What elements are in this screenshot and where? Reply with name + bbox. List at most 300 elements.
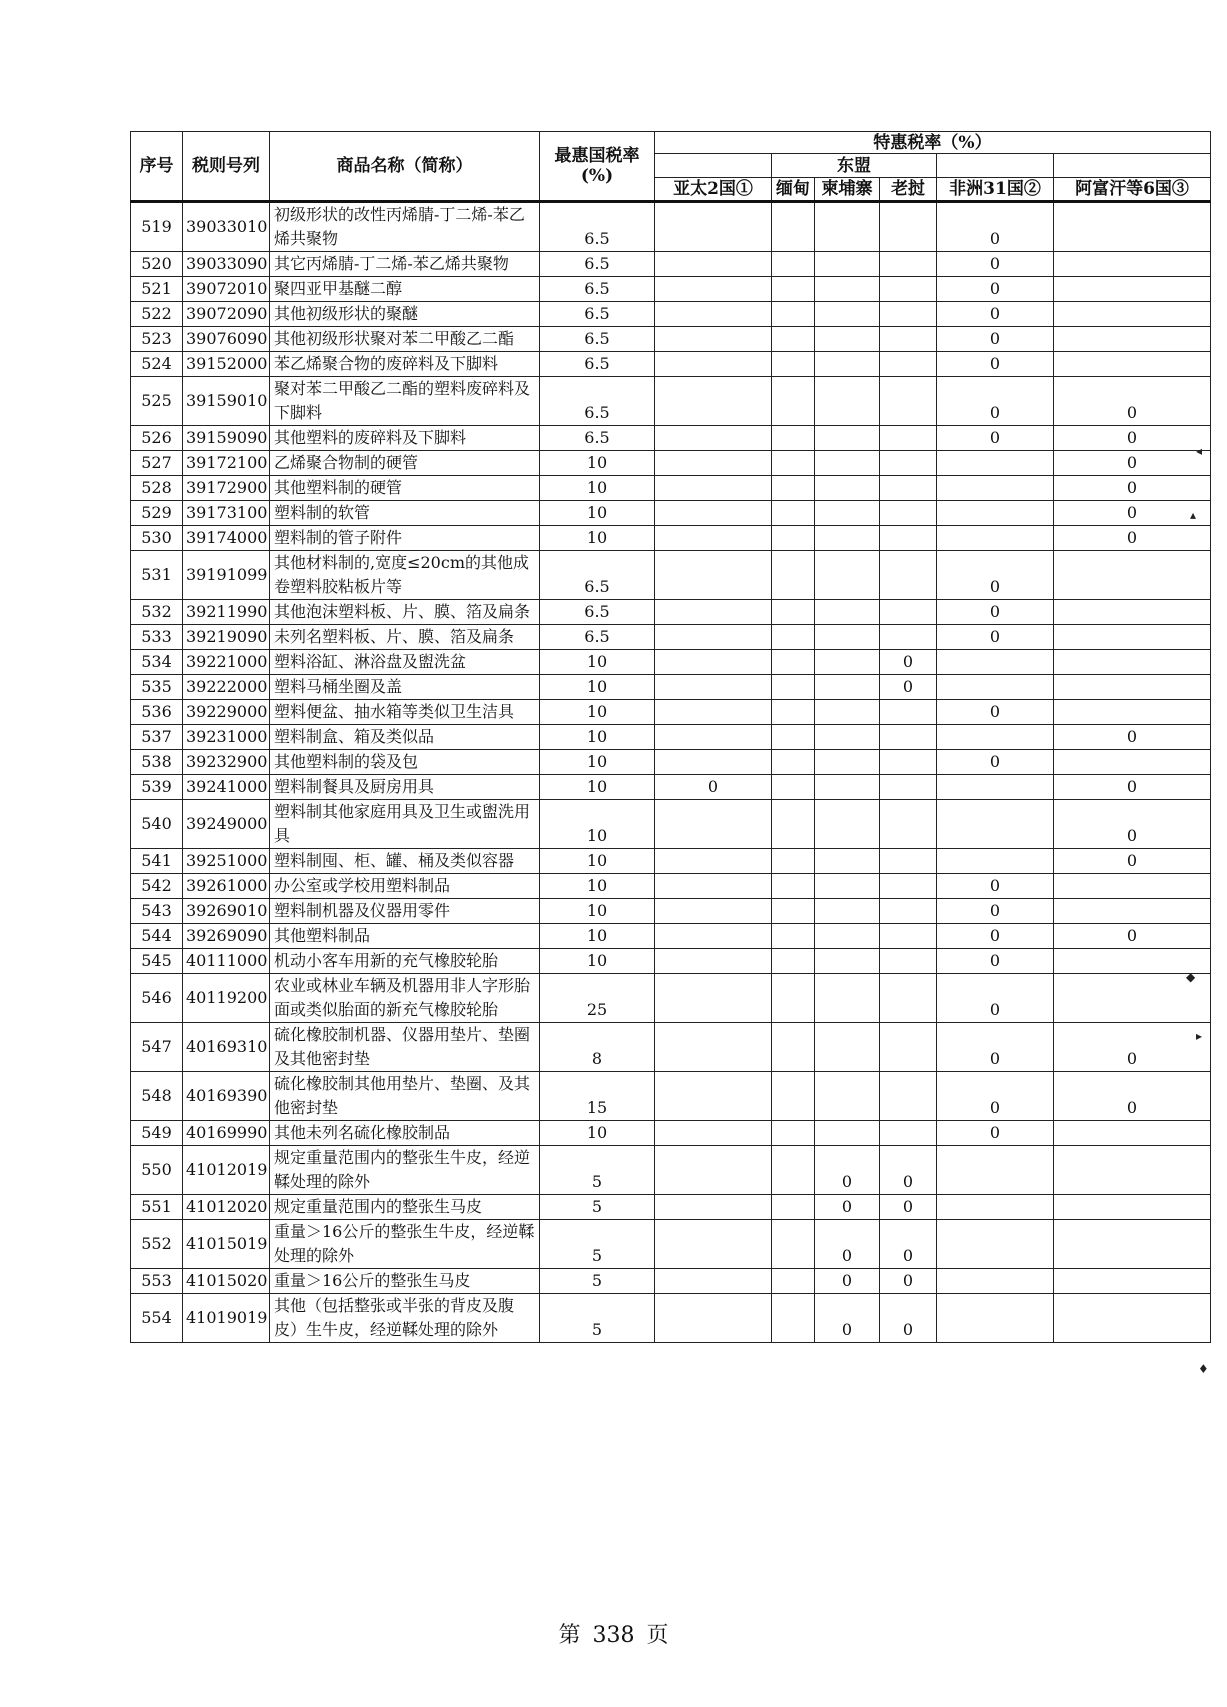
rate-afghanistan: 0 bbox=[1054, 476, 1211, 501]
rate-apta bbox=[655, 501, 772, 526]
rate-afghanistan: 0 bbox=[1054, 725, 1211, 750]
product-name: 其它丙烯腈-丁二烯-苯乙烯共聚物 bbox=[270, 252, 540, 277]
rate-africa: 0 bbox=[937, 874, 1054, 899]
table-row bbox=[131, 1146, 1211, 1195]
rate-afghanistan: 0 bbox=[1054, 924, 1211, 949]
rate-myanmar bbox=[772, 800, 815, 849]
rate-laos bbox=[880, 1121, 937, 1146]
row-number: 541 bbox=[131, 849, 183, 874]
row-number: 542 bbox=[131, 874, 183, 899]
tariff-code: 39173100 bbox=[183, 501, 270, 526]
table-row bbox=[131, 725, 1211, 750]
header-name: 商品名称（简称） bbox=[270, 132, 540, 202]
rate-africa bbox=[937, 1195, 1054, 1220]
row-number: 554 bbox=[131, 1294, 183, 1343]
rate-africa bbox=[937, 1146, 1054, 1195]
rate-africa bbox=[937, 451, 1054, 476]
rate-myanmar bbox=[772, 1146, 815, 1195]
row-number: 534 bbox=[131, 650, 183, 675]
rate-cambodia bbox=[815, 899, 880, 924]
rate-apta bbox=[655, 750, 772, 775]
tariff-code: 39033090 bbox=[183, 252, 270, 277]
rate-afghanistan: 0 bbox=[1054, 426, 1211, 451]
rate-africa bbox=[937, 650, 1054, 675]
rate-afghanistan bbox=[1054, 352, 1211, 377]
rate-myanmar bbox=[772, 874, 815, 899]
rate-africa bbox=[937, 725, 1054, 750]
rate-africa: 0 bbox=[937, 924, 1054, 949]
rate-afghanistan bbox=[1054, 202, 1211, 252]
rate-laos bbox=[880, 725, 937, 750]
table-row bbox=[131, 750, 1211, 775]
product-name: 其他（包括整张或半张的背皮及腹皮）生牛皮，经逆鞣处理的除外 bbox=[270, 1294, 540, 1343]
row-number: 553 bbox=[131, 1269, 183, 1294]
tariff-code: 40119200 bbox=[183, 974, 270, 1023]
mfn-rate: 10 bbox=[540, 949, 655, 974]
rate-apta bbox=[655, 1072, 772, 1121]
rate-myanmar bbox=[772, 1195, 815, 1220]
mfn-rate: 6.5 bbox=[540, 277, 655, 302]
page-footer bbox=[0, 1618, 1227, 1649]
rate-laos: 0 bbox=[880, 1195, 937, 1220]
rate-afghanistan: 0 bbox=[1054, 377, 1211, 426]
product-name: 聚对苯二甲酸乙二酯的塑料废碎料及下脚料 bbox=[270, 377, 540, 426]
rate-afghanistan: 0 bbox=[1054, 1072, 1211, 1121]
table-row bbox=[131, 974, 1211, 1023]
rate-cambodia bbox=[815, 252, 880, 277]
mfn-rate: 10 bbox=[540, 899, 655, 924]
product-name: 其他塑料制品 bbox=[270, 924, 540, 949]
table-row bbox=[131, 352, 1211, 377]
rate-africa: 0 bbox=[937, 551, 1054, 600]
header-seq: 序号 bbox=[131, 132, 183, 202]
rate-cambodia bbox=[815, 327, 880, 352]
row-number: 540 bbox=[131, 800, 183, 849]
rate-myanmar bbox=[772, 1269, 815, 1294]
product-name: 塑料制的软管 bbox=[270, 501, 540, 526]
rate-laos bbox=[880, 377, 937, 426]
mfn-rate: 6.5 bbox=[540, 352, 655, 377]
rate-africa: 0 bbox=[937, 974, 1054, 1023]
mfn-rate: 6.5 bbox=[540, 426, 655, 451]
rate-apta bbox=[655, 874, 772, 899]
mfn-rate: 10 bbox=[540, 800, 655, 849]
rate-africa: 0 bbox=[937, 750, 1054, 775]
rate-cambodia bbox=[815, 949, 880, 974]
rate-cambodia bbox=[815, 551, 880, 600]
product-name: 初级形状的改性丙烯腈-丁二烯-苯乙烯共聚物 bbox=[270, 202, 540, 252]
mfn-rate: 10 bbox=[540, 924, 655, 949]
rate-laos bbox=[880, 327, 937, 352]
rate-africa: 0 bbox=[937, 949, 1054, 974]
rate-africa: 0 bbox=[937, 277, 1054, 302]
tariff-code: 39222000 bbox=[183, 675, 270, 700]
rate-apta bbox=[655, 1146, 772, 1195]
product-name: 塑料制囤、柜、罐、桶及类似容器 bbox=[270, 849, 540, 874]
tariff-table-wrapper bbox=[130, 131, 1210, 1343]
rate-africa: 0 bbox=[937, 202, 1054, 252]
rate-africa bbox=[937, 675, 1054, 700]
row-number: 519 bbox=[131, 202, 183, 252]
rate-cambodia bbox=[815, 501, 880, 526]
tariff-code: 40169310 bbox=[183, 1023, 270, 1072]
tariff-code: 39076090 bbox=[183, 327, 270, 352]
rate-laos: 0 bbox=[880, 1146, 937, 1195]
table-row bbox=[131, 1294, 1211, 1343]
product-name: 硫化橡胶制其他用垫片、垫圈、及其他密封垫 bbox=[270, 1072, 540, 1121]
row-number: 531 bbox=[131, 551, 183, 600]
tariff-code: 39152000 bbox=[183, 352, 270, 377]
mfn-rate: 5 bbox=[540, 1220, 655, 1269]
rate-apta bbox=[655, 1121, 772, 1146]
scan-speck: ▸ bbox=[1196, 1029, 1203, 1043]
tariff-code: 39033010 bbox=[183, 202, 270, 252]
table-row bbox=[131, 1195, 1211, 1220]
rate-apta bbox=[655, 352, 772, 377]
rate-apta bbox=[655, 849, 772, 874]
row-number: 547 bbox=[131, 1023, 183, 1072]
rate-cambodia bbox=[815, 725, 880, 750]
tariff-code: 39072090 bbox=[183, 302, 270, 327]
rate-laos bbox=[880, 526, 937, 551]
mfn-rate: 8 bbox=[540, 1023, 655, 1072]
rate-apta bbox=[655, 526, 772, 551]
rate-africa: 0 bbox=[937, 377, 1054, 426]
mfn-rate: 6.5 bbox=[540, 327, 655, 352]
rate-africa bbox=[937, 1269, 1054, 1294]
tariff-code: 39251000 bbox=[183, 849, 270, 874]
rate-africa bbox=[937, 501, 1054, 526]
rate-cambodia bbox=[815, 377, 880, 426]
rate-afghanistan bbox=[1054, 551, 1211, 600]
table-row bbox=[131, 625, 1211, 650]
tariff-code: 39231000 bbox=[183, 725, 270, 750]
rate-myanmar bbox=[772, 700, 815, 725]
table-row bbox=[131, 700, 1211, 725]
rate-afghanistan bbox=[1054, 600, 1211, 625]
tariff-code: 39219090 bbox=[183, 625, 270, 650]
mfn-rate: 10 bbox=[540, 650, 655, 675]
rate-cambodia bbox=[815, 277, 880, 302]
row-number: 550 bbox=[131, 1146, 183, 1195]
product-name: 办公室或学校用塑料制品 bbox=[270, 874, 540, 899]
rate-apta bbox=[655, 451, 772, 476]
rate-africa: 0 bbox=[937, 252, 1054, 277]
mfn-rate: 25 bbox=[540, 974, 655, 1023]
rate-laos bbox=[880, 476, 937, 501]
tariff-code: 41012020 bbox=[183, 1195, 270, 1220]
rate-myanmar bbox=[772, 551, 815, 600]
rate-apta bbox=[655, 1195, 772, 1220]
rate-apta bbox=[655, 476, 772, 501]
table-row bbox=[131, 1121, 1211, 1146]
rate-apta bbox=[655, 700, 772, 725]
rate-cambodia bbox=[815, 625, 880, 650]
tariff-code: 39191099 bbox=[183, 551, 270, 600]
rate-cambodia bbox=[815, 302, 880, 327]
tariff-code: 39174000 bbox=[183, 526, 270, 551]
rate-myanmar bbox=[772, 625, 815, 650]
row-number: 533 bbox=[131, 625, 183, 650]
table-row bbox=[131, 1220, 1211, 1269]
product-name: 塑料便盆、抽水箱等类似卫生洁具 bbox=[270, 700, 540, 725]
tariff-code: 39072010 bbox=[183, 277, 270, 302]
header-preferential: 特惠税率（%） bbox=[655, 132, 1211, 154]
product-name: 硫化橡胶制机器、仪器用垫片、垫圈及其他密封垫 bbox=[270, 1023, 540, 1072]
row-number: 551 bbox=[131, 1195, 183, 1220]
rate-cambodia bbox=[815, 800, 880, 849]
mfn-rate: 10 bbox=[540, 750, 655, 775]
row-number: 543 bbox=[131, 899, 183, 924]
rate-myanmar bbox=[772, 924, 815, 949]
rate-cambodia bbox=[815, 650, 880, 675]
mfn-rate: 10 bbox=[540, 1121, 655, 1146]
product-name: 重量＞16公斤的整张生牛皮，经逆鞣处理的除外 bbox=[270, 1220, 540, 1269]
footer-suffix: 页 bbox=[646, 1623, 669, 1648]
product-name: 其他泡沫塑料板、片、膜、箔及扁条 bbox=[270, 600, 540, 625]
table-row bbox=[131, 277, 1211, 302]
header-blank-3 bbox=[1054, 154, 1211, 178]
rate-laos: 0 bbox=[880, 650, 937, 675]
rate-africa bbox=[937, 849, 1054, 874]
rate-cambodia bbox=[815, 675, 880, 700]
mfn-rate: 5 bbox=[540, 1269, 655, 1294]
mfn-rate: 10 bbox=[540, 501, 655, 526]
product-name: 乙烯聚合物制的硬管 bbox=[270, 451, 540, 476]
rate-afghanistan bbox=[1054, 700, 1211, 725]
rate-myanmar bbox=[772, 377, 815, 426]
rate-laos bbox=[880, 252, 937, 277]
mfn-rate: 5 bbox=[540, 1195, 655, 1220]
rate-cambodia bbox=[815, 775, 880, 800]
rate-africa bbox=[937, 1220, 1054, 1269]
rate-cambodia: 0 bbox=[815, 1220, 880, 1269]
product-name: 其他未列名硫化橡胶制品 bbox=[270, 1121, 540, 1146]
table-row bbox=[131, 476, 1211, 501]
tariff-code: 41015019 bbox=[183, 1220, 270, 1269]
rate-cambodia: 0 bbox=[815, 1146, 880, 1195]
scan-speck: ◆ bbox=[1186, 970, 1196, 984]
table-body bbox=[131, 202, 1211, 1343]
rate-cambodia bbox=[815, 451, 880, 476]
product-name: 规定重量范围内的整张生牛皮，经逆鞣处理的除外 bbox=[270, 1146, 540, 1195]
rate-laos bbox=[880, 426, 937, 451]
scan-speck: ♦ bbox=[1198, 1362, 1209, 1376]
table-row bbox=[131, 377, 1211, 426]
rate-laos: 0 bbox=[880, 1220, 937, 1269]
rate-laos bbox=[880, 277, 937, 302]
rate-apta bbox=[655, 1294, 772, 1343]
table-row bbox=[131, 650, 1211, 675]
rate-cambodia bbox=[815, 600, 880, 625]
rate-cambodia bbox=[815, 202, 880, 252]
rate-afghanistan: 0 bbox=[1054, 800, 1211, 849]
row-number: 524 bbox=[131, 352, 183, 377]
header-cambodia: 柬埔寨 bbox=[815, 178, 880, 202]
rate-laos bbox=[880, 899, 937, 924]
page-number: 338 bbox=[592, 1623, 635, 1648]
table-row bbox=[131, 526, 1211, 551]
row-number: 532 bbox=[131, 600, 183, 625]
rate-africa bbox=[937, 800, 1054, 849]
mfn-rate: 15 bbox=[540, 1072, 655, 1121]
rate-cambodia bbox=[815, 974, 880, 1023]
rate-laos bbox=[880, 202, 937, 252]
table-header bbox=[131, 132, 1211, 202]
row-number: 539 bbox=[131, 775, 183, 800]
rate-cambodia bbox=[815, 874, 880, 899]
rate-africa: 0 bbox=[937, 700, 1054, 725]
rate-laos bbox=[880, 924, 937, 949]
mfn-rate: 6.5 bbox=[540, 252, 655, 277]
rate-afghanistan: 0 bbox=[1054, 501, 1211, 526]
rate-myanmar bbox=[772, 476, 815, 501]
rate-laos bbox=[880, 775, 937, 800]
rate-afghanistan bbox=[1054, 1294, 1211, 1343]
rate-afghanistan: 0 bbox=[1054, 526, 1211, 551]
rate-apta bbox=[655, 899, 772, 924]
rate-africa: 0 bbox=[937, 426, 1054, 451]
rate-myanmar bbox=[772, 899, 815, 924]
table-row bbox=[131, 800, 1211, 849]
rate-africa bbox=[937, 775, 1054, 800]
row-number: 546 bbox=[131, 974, 183, 1023]
rate-myanmar bbox=[772, 600, 815, 625]
tariff-code: 40111000 bbox=[183, 949, 270, 974]
table-row bbox=[131, 426, 1211, 451]
tariff-code: 39261000 bbox=[183, 874, 270, 899]
rate-myanmar bbox=[772, 277, 815, 302]
table-row bbox=[131, 1072, 1211, 1121]
rate-cambodia bbox=[815, 1072, 880, 1121]
rate-africa bbox=[937, 476, 1054, 501]
table-row bbox=[131, 327, 1211, 352]
row-number: 535 bbox=[131, 675, 183, 700]
table-row bbox=[131, 1023, 1211, 1072]
rate-afghanistan bbox=[1054, 650, 1211, 675]
table-row bbox=[131, 252, 1211, 277]
rate-myanmar bbox=[772, 526, 815, 551]
rate-africa: 0 bbox=[937, 899, 1054, 924]
table-row bbox=[131, 302, 1211, 327]
row-number: 537 bbox=[131, 725, 183, 750]
mfn-rate: 6.5 bbox=[540, 202, 655, 252]
rate-afghanistan bbox=[1054, 675, 1211, 700]
rate-cambodia bbox=[815, 924, 880, 949]
table-row bbox=[131, 675, 1211, 700]
rate-myanmar bbox=[772, 202, 815, 252]
tariff-code: 39159090 bbox=[183, 426, 270, 451]
rate-africa: 0 bbox=[937, 600, 1054, 625]
rate-cambodia: 0 bbox=[815, 1294, 880, 1343]
row-number: 521 bbox=[131, 277, 183, 302]
rate-apta bbox=[655, 949, 772, 974]
rate-apta bbox=[655, 924, 772, 949]
product-name: 其他初级形状的聚醚 bbox=[270, 302, 540, 327]
mfn-rate: 10 bbox=[540, 476, 655, 501]
rate-apta: 0 bbox=[655, 775, 772, 800]
row-number: 548 bbox=[131, 1072, 183, 1121]
mfn-rate: 10 bbox=[540, 700, 655, 725]
rate-laos bbox=[880, 849, 937, 874]
rate-cambodia: 0 bbox=[815, 1195, 880, 1220]
mfn-rate: 10 bbox=[540, 849, 655, 874]
tariff-code: 39159010 bbox=[183, 377, 270, 426]
rate-cambodia bbox=[815, 750, 880, 775]
header-apta: 亚太2国① bbox=[655, 178, 772, 202]
rate-myanmar bbox=[772, 1294, 815, 1343]
mfn-rate: 10 bbox=[540, 675, 655, 700]
rate-apta bbox=[655, 551, 772, 600]
tariff-code: 39229000 bbox=[183, 700, 270, 725]
table-row bbox=[131, 924, 1211, 949]
rate-myanmar bbox=[772, 1121, 815, 1146]
tariff-code: 41012019 bbox=[183, 1146, 270, 1195]
mfn-rate: 10 bbox=[540, 775, 655, 800]
mfn-rate: 6.5 bbox=[540, 377, 655, 426]
tariff-code: 41019019 bbox=[183, 1294, 270, 1343]
mfn-rate: 6.5 bbox=[540, 302, 655, 327]
mfn-rate: 10 bbox=[540, 874, 655, 899]
product-name: 塑料制机器及仪器用零件 bbox=[270, 899, 540, 924]
product-name: 其他塑料的废碎料及下脚料 bbox=[270, 426, 540, 451]
table-row bbox=[131, 949, 1211, 974]
tariff-code: 39172900 bbox=[183, 476, 270, 501]
rate-afghanistan: 0 bbox=[1054, 775, 1211, 800]
product-name: 塑料制的管子附件 bbox=[270, 526, 540, 551]
rate-apta bbox=[655, 302, 772, 327]
rate-apta bbox=[655, 377, 772, 426]
rate-myanmar bbox=[772, 1023, 815, 1072]
row-number: 544 bbox=[131, 924, 183, 949]
header-blank-1 bbox=[655, 154, 772, 178]
rate-apta bbox=[655, 600, 772, 625]
rate-apta bbox=[655, 252, 772, 277]
header-blank-2 bbox=[937, 154, 1054, 178]
tariff-code: 39172100 bbox=[183, 451, 270, 476]
rate-myanmar bbox=[772, 501, 815, 526]
rate-myanmar bbox=[772, 1072, 815, 1121]
rate-myanmar bbox=[772, 775, 815, 800]
rate-apta bbox=[655, 277, 772, 302]
header-africa: 非洲31国② bbox=[937, 178, 1054, 202]
rate-cambodia bbox=[815, 1121, 880, 1146]
product-name: 重量＞16公斤的整张生马皮 bbox=[270, 1269, 540, 1294]
rate-apta bbox=[655, 1269, 772, 1294]
row-number: 536 bbox=[131, 700, 183, 725]
rate-laos bbox=[880, 974, 937, 1023]
rate-apta bbox=[655, 327, 772, 352]
product-name: 塑料制其他家庭用具及卫生或盥洗用具 bbox=[270, 800, 540, 849]
rate-laos bbox=[880, 800, 937, 849]
rate-myanmar bbox=[772, 725, 815, 750]
mfn-rate: 10 bbox=[540, 526, 655, 551]
rate-apta bbox=[655, 1023, 772, 1072]
rate-myanmar bbox=[772, 352, 815, 377]
header-asean: 东盟 bbox=[772, 154, 937, 178]
rate-afghanistan bbox=[1054, 899, 1211, 924]
rate-laos bbox=[880, 600, 937, 625]
row-number: 552 bbox=[131, 1220, 183, 1269]
mfn-rate: 6.5 bbox=[540, 551, 655, 600]
row-number: 549 bbox=[131, 1121, 183, 1146]
scan-speck: ▴ bbox=[1190, 508, 1197, 522]
product-name: 其他初级形状聚对苯二甲酸乙二酯 bbox=[270, 327, 540, 352]
rate-afghanistan: 0 bbox=[1054, 1023, 1211, 1072]
rate-laos bbox=[880, 874, 937, 899]
product-name: 规定重量范围内的整张生马皮 bbox=[270, 1195, 540, 1220]
rate-myanmar bbox=[772, 650, 815, 675]
